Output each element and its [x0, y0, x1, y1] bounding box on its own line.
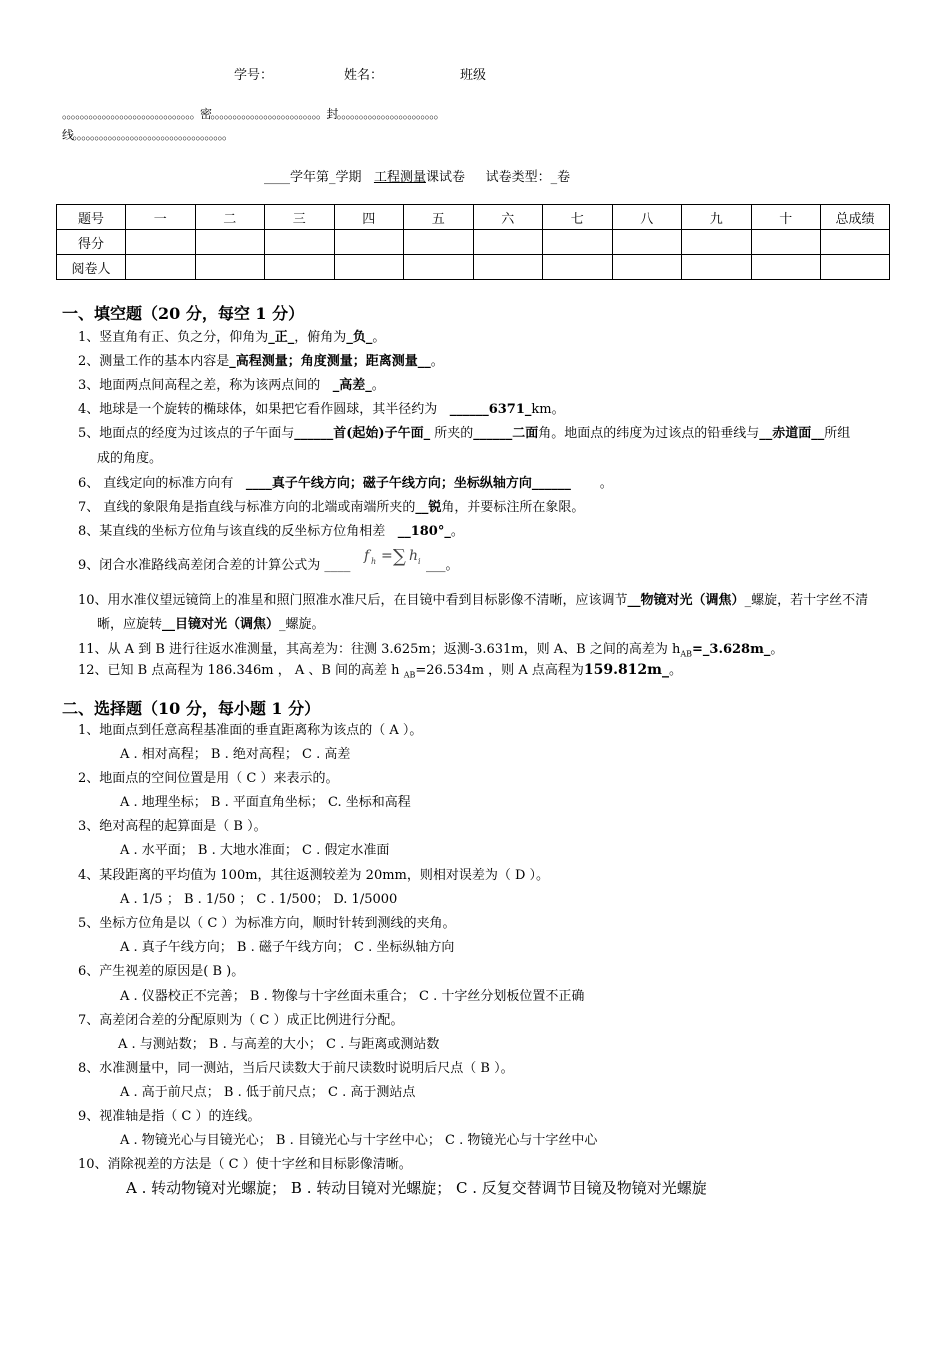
choice-item-3: 3、绝对高程的起算面是（ B ）。 — [78, 819, 267, 834]
choice-options-7: A . 与测站数； B . 与高差的大小； C . 与距离或测站数 — [118, 1037, 440, 1052]
choice-options-3: A . 水平面； B . 大地水准面； C . 假定水准面 — [120, 843, 390, 858]
fill-item-4: 4、地球是一个旋转的椭球体，如果把它看作圆球，其半径约为 ______6371_km。 — [78, 402, 565, 417]
score-table — [56, 204, 890, 280]
formula-equals: = — [381, 548, 393, 564]
fill-item-9-tail: ___。 — [426, 558, 459, 573]
formula-sub-h: h — [371, 557, 377, 566]
choice-item-7: 7、高差闭合差的分配原则为（ C ）成正比例进行分配。 — [78, 1013, 404, 1028]
fill-item-11: 11、从 A 到 B 进行往返水准测量，其高差为：往测 3.625m；返测-3.631m，则 A、B 之间的高差为 $h_{AB}=\_3.628m\_$。 — [78, 642, 784, 659]
choice-item-1: 1、地面点到任意高程基准面的垂直距离称为该点的（ A ）。 — [78, 723, 423, 738]
seal-line-cont: 线。。。。。。。。。。。。。。。。。。。。。。。。。。。。。。。。。。。 — [62, 128, 233, 142]
formula-sum: ∑ — [393, 546, 406, 567]
choice-item-10: 10、消除视差的方法是（ C ）使十字丝和目标影像清晰。 — [78, 1157, 412, 1172]
choice-item-8: 8、水准测量中，同一测站，当后尺读数大于前尺读数时说明后尺点（ B ）。 — [78, 1061, 514, 1076]
course-name: 工程测量 — [373, 170, 426, 185]
choice-item-4: 4、某段距离的平均值为 100m，其往返测较差为 20mm，则相对误差为（ D ）。 — [78, 868, 550, 883]
fill-item-10: 10、用水准仪望远镜筒上的准星和照门照准水准尺后，在目镜中看到目标影像不清晰，应该调节__物镜对光（调焦）_螺旋，若十字丝不清 — [78, 593, 869, 608]
fill-item-2: 2、测量工作的基本内容是_高程测量；角度测量；距离测量__。 — [78, 354, 444, 369]
choice-options-8: A . 高于前尺点； B . 低于前尺点； C . 高于测站点 — [120, 1085, 416, 1100]
grader-row: 阅卷人 — [57, 255, 890, 280]
choice-item-5: 5、坐标方位角是以（ C ）为标准方向，顺时针转到测线的夹角。 — [78, 916, 456, 931]
choice-options-1: A . 相对高程； B . 绝对高程； C . 高差 — [120, 747, 351, 762]
section2-title: 二、选择题（10 分，每小题 1 分） — [62, 699, 321, 718]
choice-item-2: 2、地面点的空间位置是用（ C ）来表示的。 — [78, 771, 339, 786]
fill-item-7: 7、 直线的象限角是指直线与标准方向的北端或南端所夹的__锐角，并要标注所在象限。 — [78, 500, 585, 515]
choice-item-6: 6、产生视差的原因是( B )。 — [78, 964, 245, 979]
closure-error-formula — [362, 541, 428, 569]
choice-options-2: A . 地理坐标； B . 平面直角坐标； C. 坐标和高程 — [120, 795, 411, 810]
class-label: 班级 — [460, 68, 487, 83]
seal-line: 。。。。。。。。。。。。。。。。。。。。。。。。。。。。。。密。。。。。。。。。。。。。。。。。。。。。。。。。封。。。。。。。。。。。。。。。。。。。。。。。 — [62, 107, 445, 121]
choice-options-4: A . 1/5 ； B . 1/50 ； C . 1/500； D. 1/5000 — [120, 892, 398, 907]
fill-item-5-cont: 成的角度。 — [97, 451, 163, 466]
fill-item-1: 1、竖直角有正、负之分，仰角为_正_，俯角为_负_。 — [78, 330, 386, 345]
choice-options-10: A . 转动物镜对光螺旋； B . 转动目镜对光螺旋； C . 反复交替调节目镜及物镜对光螺旋 — [126, 1179, 707, 1197]
score-row: 得分 — [57, 230, 890, 255]
student-id-label: 学号： — [234, 68, 274, 83]
choice-options-9: A . 物镜光心与目镜光心； B . 目镜光心与十字丝中心； C . 物镜光心与十字丝中心 — [120, 1133, 598, 1148]
choice-item-9: 9、视准轴是指（ C ）的连线。 — [78, 1109, 261, 1124]
fill-item-8: 8、某直线的坐标方位角与该直线的反坐标方位角相差 __180°_。 — [78, 524, 464, 539]
section1-title: 一、填空题（20 分，每空 1 分） — [62, 304, 305, 323]
formula-f: f — [364, 548, 370, 564]
fill-item-6: 6、 直线定向的标准方向有 ____真子午线方向；磁子午线方向；坐标纵轴方向______ 。 — [78, 476, 613, 491]
exam-title: ____学年第_学期 工程测量课试卷 试卷类型：_卷 — [264, 170, 571, 185]
fill-item-3: 3、地面两点间高程之差，称为该两点间的 _高差_。 — [78, 378, 385, 393]
choice-options-5: A . 真子午线方向； B . 磁子午线方向； C . 坐标纵轴方向 — [120, 940, 455, 955]
name-label: 姓名： — [344, 68, 384, 83]
fill-item-12: 12、已知 B 点高程为 186.346m ， A 、B 间的高差 h $_{AB}$=26.534m ，则 A 点高程为159.812m_。 — [78, 662, 682, 680]
fill-item-10-cont: 晰，应旋转__目镜对光（调焦）_螺旋。 — [97, 617, 325, 632]
formula-h: h — [409, 548, 419, 564]
formula-sub-i: i — [418, 557, 421, 566]
choice-options-6: A . 仪器校正不完善； B . 物像与十字丝面未重合； C . 十字丝分划板位置不正确 — [120, 989, 585, 1004]
fill-item-9: 9、闭合水准路线高差闭合差的计算公式为 ____ — [78, 558, 351, 573]
fill-item-5: 5、地面点的经度为过该点的子午面与______首(起始)子午面_ 所夹的______二面角。地面点的纬度为过该点的铅垂线与__赤道面__所组 — [78, 426, 851, 441]
score-table-header-row: 题号 一 二 三 四 五 六 七 八 九 十 总成绩 — [57, 205, 890, 230]
